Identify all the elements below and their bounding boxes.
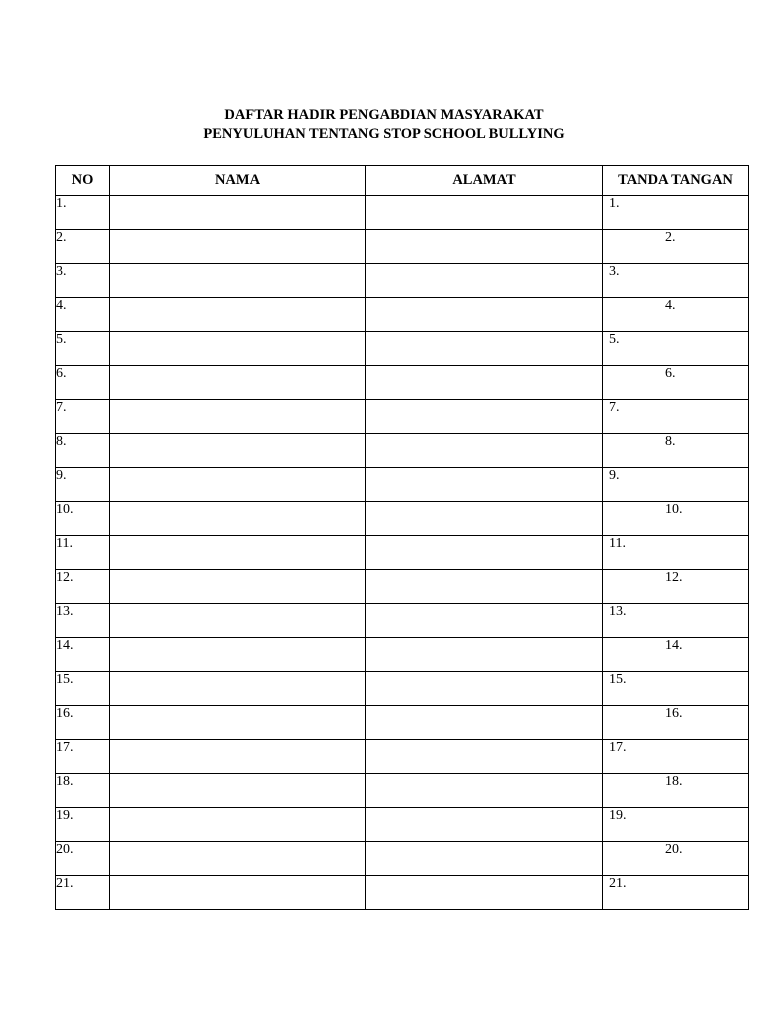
nama-cell[interactable] — [110, 808, 366, 842]
signature-cell[interactable]: 17. — [603, 740, 749, 774]
alamat-cell[interactable] — [366, 196, 603, 230]
header-row — [56, 166, 749, 196]
header-no: NO — [56, 166, 110, 196]
row-number: 11. — [56, 536, 110, 570]
row-number: 2. — [56, 230, 110, 264]
row-number: 6. — [56, 366, 110, 400]
signature-cell[interactable]: 3. — [603, 264, 749, 298]
alamat-cell[interactable] — [366, 740, 603, 774]
header-tanda-tangan: TANDA TANGAN — [603, 166, 749, 196]
table-row — [56, 808, 749, 842]
nama-cell[interactable] — [110, 672, 366, 706]
nama-cell[interactable] — [110, 638, 366, 672]
alamat-cell[interactable] — [366, 570, 603, 604]
signature-cell[interactable]: 9. — [603, 468, 749, 502]
row-number: 17. — [56, 740, 110, 774]
signature-cell[interactable]: 21. — [603, 876, 749, 910]
table-row — [56, 706, 749, 740]
row-number: 18. — [56, 774, 110, 808]
signature-cell[interactable]: 1. — [603, 196, 749, 230]
header-alamat: ALAMAT — [366, 166, 603, 196]
alamat-cell[interactable] — [366, 876, 603, 910]
row-number: 21. — [56, 876, 110, 910]
signature-cell[interactable]: 18. — [603, 774, 749, 808]
alamat-cell[interactable] — [366, 536, 603, 570]
row-number: 4. — [56, 298, 110, 332]
nama-cell[interactable] — [110, 468, 366, 502]
table-row — [56, 842, 749, 876]
table-row — [56, 672, 749, 706]
page-subtitle: PENYULUHAN TENTANG STOP SCHOOL BULLYING — [203, 126, 565, 142]
alamat-cell[interactable] — [366, 808, 603, 842]
nama-cell[interactable] — [110, 774, 366, 808]
alamat-cell[interactable] — [366, 638, 603, 672]
alamat-cell[interactable] — [366, 400, 603, 434]
alamat-cell[interactable] — [366, 332, 603, 366]
nama-cell[interactable] — [110, 196, 366, 230]
table-row — [56, 434, 749, 468]
table-row — [56, 298, 749, 332]
signature-cell[interactable]: 20. — [603, 842, 749, 876]
nama-cell[interactable] — [110, 230, 366, 264]
row-number: 14. — [56, 638, 110, 672]
alamat-cell[interactable] — [366, 298, 603, 332]
nama-cell[interactable] — [110, 706, 366, 740]
alamat-cell[interactable] — [366, 502, 603, 536]
table-row — [56, 536, 749, 570]
nama-cell[interactable] — [110, 604, 366, 638]
table-row — [56, 230, 749, 264]
table-row — [56, 876, 749, 910]
nama-cell[interactable] — [110, 366, 366, 400]
alamat-cell[interactable] — [366, 468, 603, 502]
nama-cell[interactable] — [110, 876, 366, 910]
signature-cell[interactable]: 8. — [603, 434, 749, 468]
attendance-table — [55, 165, 749, 910]
table-row — [56, 502, 749, 536]
row-number: 9. — [56, 468, 110, 502]
alamat-cell[interactable] — [366, 230, 603, 264]
signature-cell[interactable]: 5. — [603, 332, 749, 366]
nama-cell[interactable] — [110, 400, 366, 434]
row-number: 3. — [56, 264, 110, 298]
signature-cell[interactable]: 19. — [603, 808, 749, 842]
table-row — [56, 400, 749, 434]
nama-cell[interactable] — [110, 570, 366, 604]
alamat-cell[interactable] — [366, 842, 603, 876]
table-row — [56, 332, 749, 366]
alamat-cell[interactable] — [366, 264, 603, 298]
alamat-cell[interactable] — [366, 366, 603, 400]
signature-cell[interactable]: 10. — [603, 502, 749, 536]
table-row — [56, 366, 749, 400]
row-number: 5. — [56, 332, 110, 366]
nama-cell[interactable] — [110, 502, 366, 536]
row-number: 19. — [56, 808, 110, 842]
row-number: 1. — [56, 196, 110, 230]
table-row — [56, 740, 749, 774]
signature-cell[interactable]: 11. — [603, 536, 749, 570]
nama-cell[interactable] — [110, 842, 366, 876]
header-nama: NAMA — [110, 166, 366, 196]
table-row — [56, 604, 749, 638]
signature-cell[interactable]: 6. — [603, 366, 749, 400]
row-number: 7. — [56, 400, 110, 434]
table-row — [56, 264, 749, 298]
signature-cell[interactable]: 13. — [603, 604, 749, 638]
alamat-cell[interactable] — [366, 434, 603, 468]
table-row — [56, 638, 749, 672]
row-number: 8. — [56, 434, 110, 468]
nama-cell[interactable] — [110, 332, 366, 366]
table-row — [56, 774, 749, 808]
signature-cell[interactable]: 16. — [603, 706, 749, 740]
row-number: 10. — [56, 502, 110, 536]
alamat-cell[interactable] — [366, 706, 603, 740]
signature-cell[interactable]: 7. — [603, 400, 749, 434]
row-number: 15. — [56, 672, 110, 706]
alamat-cell[interactable] — [366, 672, 603, 706]
table-row — [56, 196, 749, 230]
signature-cell[interactable]: 4. — [603, 298, 749, 332]
signature-cell[interactable]: 15. — [603, 672, 749, 706]
nama-cell[interactable] — [110, 264, 366, 298]
alamat-cell[interactable] — [366, 604, 603, 638]
row-number: 12. — [56, 570, 110, 604]
signature-cell[interactable]: 14. — [603, 638, 749, 672]
alamat-cell[interactable] — [366, 774, 603, 808]
signature-cell[interactable]: 2. — [603, 230, 749, 264]
table-row — [56, 570, 749, 604]
row-number: 13. — [56, 604, 110, 638]
row-number: 20. — [56, 842, 110, 876]
signature-cell[interactable]: 12. — [603, 570, 749, 604]
nama-cell[interactable] — [110, 740, 366, 774]
nama-cell[interactable] — [110, 536, 366, 570]
table-row — [56, 468, 749, 502]
page-title: DAFTAR HADIR PENGABDIAN MASYARAKAT — [224, 107, 544, 123]
nama-cell[interactable] — [110, 298, 366, 332]
row-number: 16. — [56, 706, 110, 740]
nama-cell[interactable] — [110, 434, 366, 468]
